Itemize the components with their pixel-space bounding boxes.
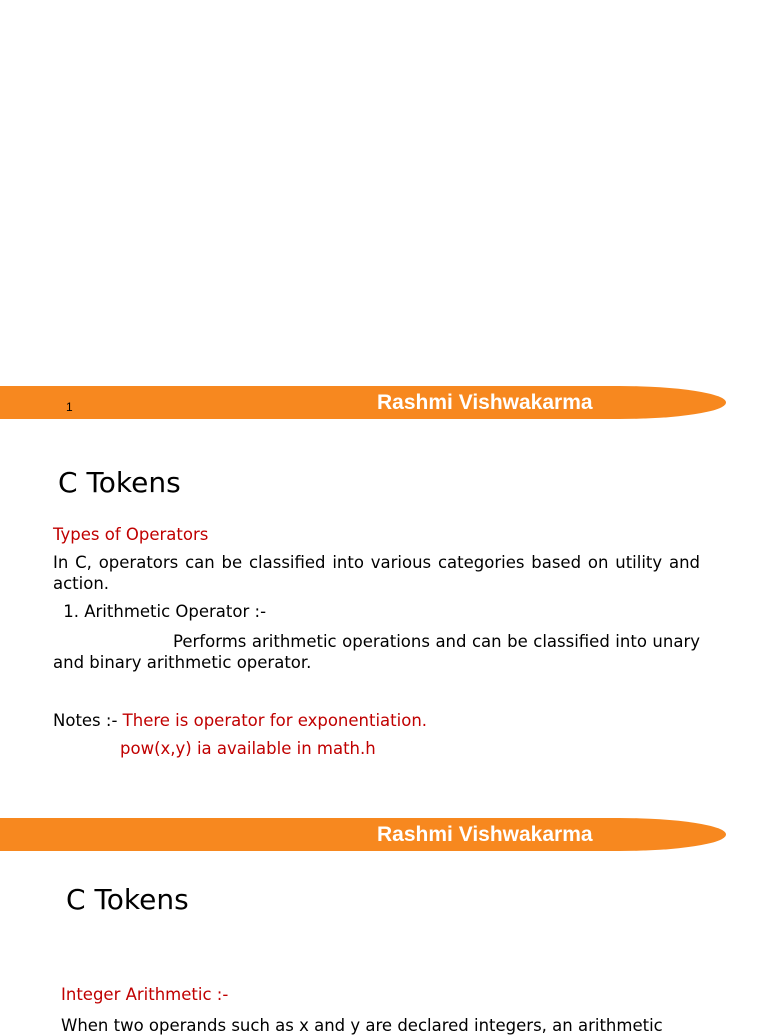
intro-paragraph: In C, operators can be classified into various categories based on utility and action. <box>53 553 700 593</box>
partial-paragraph-text: When two operands such as x and y are declared integers, an arithmetic <box>61 1016 663 1035</box>
partial-paragraph <box>61 1013 711 1035</box>
slide-banner <box>0 386 726 419</box>
notes-pow-line: pow(x,y) ia available in math.h <box>120 739 376 758</box>
section-heading: Types of Operators <box>53 525 209 544</box>
slide-title: C Tokens <box>58 466 181 499</box>
author-name: Rashmi Vishwakarma <box>377 823 593 846</box>
slide-banner <box>0 818 726 851</box>
section-heading: Integer Arithmetic :- <box>61 985 229 1004</box>
arithmetic-description-text: Performs arithmetic operations and can be classified into unary and binary arithmetic operator. <box>53 632 700 672</box>
slide-title: C Tokens <box>66 883 189 916</box>
notes-text: There is operator for exponentiation. <box>122 711 428 730</box>
arithmetic-operator-label: 1. Arithmetic Operator :- <box>58 602 267 621</box>
notes-line <box>53 710 427 731</box>
author-name: Rashmi Vishwakarma <box>377 391 593 414</box>
page-number: 1 <box>66 400 73 414</box>
arithmetic-description <box>53 631 700 673</box>
notes-label: Notes :- <box>53 711 123 730</box>
